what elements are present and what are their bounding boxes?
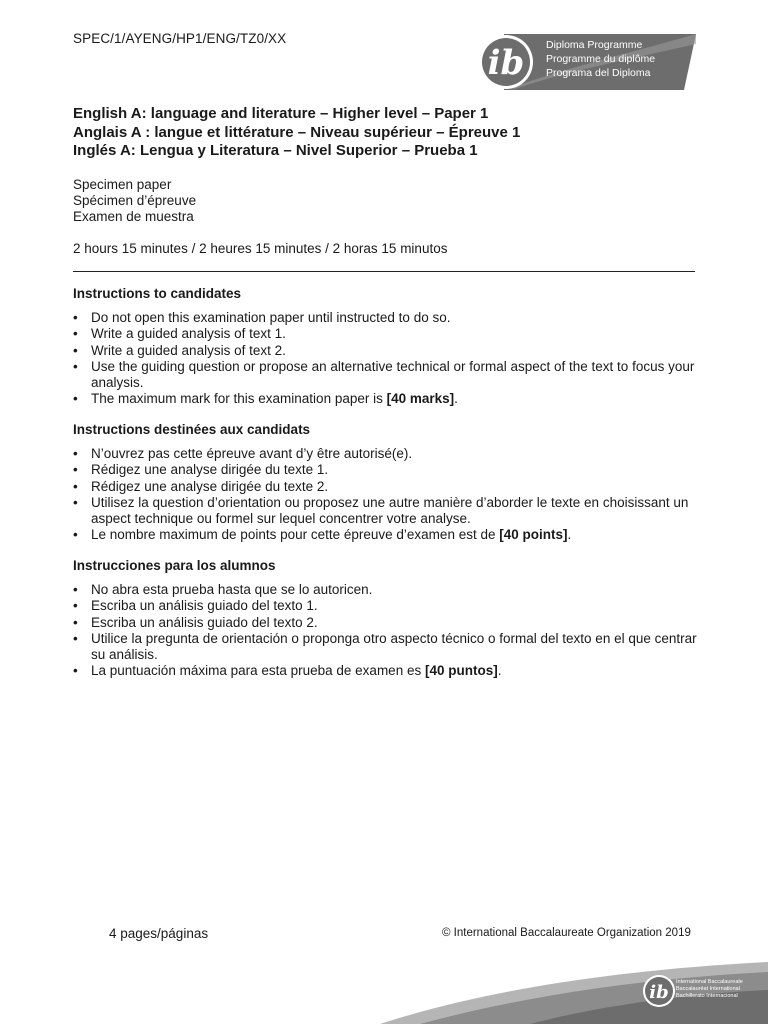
svg-text:ib: ib [487,43,525,83]
specimen-labels [73,177,196,225]
instructions-french [73,422,698,543]
list-item: • Escriba un análisis guiado del texto 2. [73,614,318,630]
logo-line-en: Diploma Programme [546,39,643,51]
page-count: 4 pages/páginas [109,926,209,941]
divider [73,271,695,272]
specimen-spanish: Examen de muestra [73,209,194,224]
list-item: • Utilice la pregunta de orientación o proponga otro aspecto técnico o formal del texto en el que centrar su análisis. [73,630,697,663]
title-spanish: Inglés A: Lengua y Literatura – Nivel Superior – Prueba 1 [73,142,478,159]
paper-code: SPEC/1/AYENG/HP1/ENG/TZ0/XX [73,31,287,46]
title-french: Anglais A : langue et littérature – Niveau supérieur – Épreuve 1 [73,123,521,141]
section-heading: Instructions destinées aux candidats [73,422,311,437]
specimen-french: Spécimen d’épreuve [73,193,197,208]
list-item: • Escriba un análisis guiado del texto 1. [73,598,318,614]
svg-text:ib: ib [649,982,669,1003]
logo-line-es: Programa del Diploma [546,67,651,79]
list-item: • N’ouvrez pas cette épreuve avant d’y être autorisé(e). [73,446,413,462]
ib-organisation-names: International Baccalaureate Baccalauréat International Bachillerato Internacional [676,979,743,999]
list-item: • Write a guided analysis of text 1. [73,326,286,342]
instructions-english [73,286,698,407]
list-item: • Do not open this examination paper until instructed to do so. [73,310,451,326]
list-item: • Utilisez la question d’orientation ou proposez une autre manière d’aborder le texte en choisissant un aspect technique ou formel sur lequel concentrer votre analyse. [73,494,689,527]
section-heading: Instrucciones para los alumnos [73,558,276,573]
logo-line-fr: Programme du diplôme [546,53,656,65]
list-item: • Rédigez une analyse dirigée du texte 1. [73,462,329,478]
paper-titles [73,105,520,161]
list-item: • Use the guiding question or propose an alternative technical or formal aspect of the text to focus your analysis. [73,358,695,391]
list-item: • No abra esta prueba hasta que se lo autoricen. [73,582,373,598]
list-item: • La puntuación máxima para esta prueba de examen es [40 puntos]. [73,663,502,679]
exam-duration: 2 hours 15 minutes / 2 heures 15 minutes / 2 horas 15 minutos [73,241,448,256]
instructions-spanish [73,558,698,679]
list-item: • Rédigez une analyse dirigée du texte 2. [73,478,329,494]
title-english: English A: language and literature – Higher level – Paper 1 [73,105,489,122]
list-item: • Write a guided analysis of text 2. [73,342,286,358]
list-item: • Le nombre maximum de points pour cette épreuve d’examen est de [40 points]. [73,527,572,543]
ib-diploma-logo [476,34,696,90]
specimen-english: Specimen paper [73,177,172,192]
section-heading: Instructions to candidates [73,286,242,301]
copyright: © International Baccalaureate Organization 2019 [442,927,691,939]
list-item: • The maximum mark for this examination paper is [40 marks]. [73,391,458,407]
